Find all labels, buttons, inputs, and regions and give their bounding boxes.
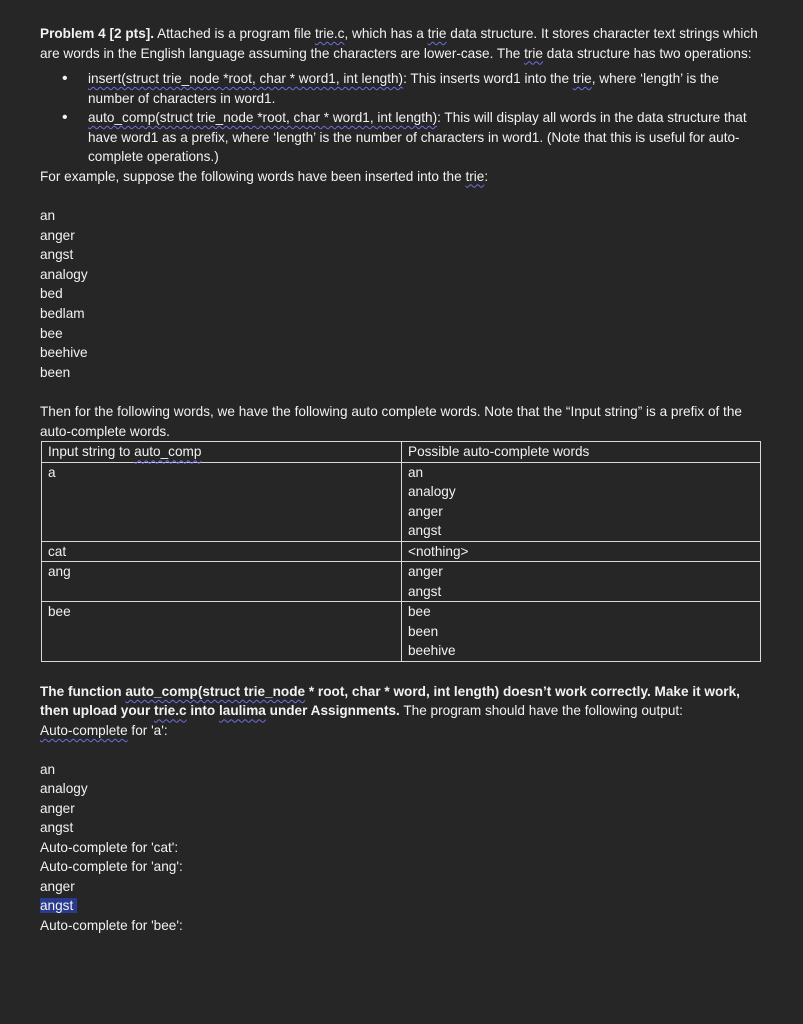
list-item-auto-comp: • auto_comp(struct trie_node *root, char * word1, int length): This will display all words in the data structure that have word1 as a prefix, where ‘length’ is the number of characters in word1. (Note that this is useful for auto-complete operations.) bbox=[40, 108, 762, 167]
list-item: Auto-complete for 'ang': bbox=[40, 859, 183, 875]
list-item: angst bbox=[40, 820, 74, 836]
table-cell-words: bee been beehive bbox=[402, 602, 761, 662]
task-instructions: The function auto_comp(struct trie_node * root, char * word, int length) doesn’t work correctly. Make it work, then upload your trie.c into laulima under Assignments. The program should have the following output: bbox=[40, 683, 740, 719]
table-row bbox=[42, 541, 761, 562]
document-page bbox=[40, 24, 762, 935]
table-header-words: Possible auto-complete words bbox=[402, 442, 761, 463]
list-item: been bbox=[40, 364, 71, 380]
auto-comp-signature: auto_comp(struct trie_node *root, char * word1, int length) bbox=[88, 110, 438, 125]
table-cell-input: bee bbox=[42, 602, 402, 662]
table-cell-input: ang bbox=[42, 562, 402, 602]
table-row bbox=[42, 562, 761, 602]
selected-text[interactable]: angst bbox=[40, 898, 77, 913]
list-item: bed bbox=[40, 286, 63, 302]
example-intro: For example, suppose the following words have been inserted into the trie: bbox=[40, 168, 489, 184]
list-item: bee bbox=[40, 325, 63, 341]
list-item: an bbox=[40, 761, 56, 777]
table-intro: Then for the following words, we have the following auto complete words. Note that the “Input string” is a prefix of the auto-complete words. bbox=[40, 404, 742, 439]
table-cell-words: anger angst bbox=[402, 562, 761, 602]
output-first-line: Auto-complete for 'a': bbox=[40, 722, 168, 738]
table-cell-words: an analogy anger angst bbox=[402, 462, 761, 541]
table-cell-input: a bbox=[42, 462, 402, 541]
table-cell-words: <nothing> bbox=[402, 541, 761, 562]
list-item: analogy bbox=[40, 781, 88, 797]
list-item bbox=[40, 896, 762, 916]
inserted-word-list bbox=[40, 206, 762, 382]
list-item: beehive bbox=[40, 345, 88, 361]
list-item: an bbox=[40, 208, 56, 223]
table-cell-input: cat bbox=[42, 541, 402, 562]
list-item: Auto-complete for 'bee': bbox=[40, 917, 183, 933]
list-item: Auto-complete for 'cat': bbox=[40, 839, 179, 855]
list-item: analogy bbox=[40, 266, 88, 282]
insert-signature: insert(struct trie_node *root, char * word1, int length) bbox=[88, 71, 404, 86]
list-item: anger bbox=[40, 800, 75, 816]
operations-list bbox=[40, 69, 762, 167]
table-header-input: Input string to auto_comp bbox=[42, 442, 402, 463]
table-row bbox=[42, 462, 761, 541]
list-item: angst bbox=[40, 247, 74, 263]
problem-intro: Problem 4 [2 pts]. Attached is a program file trie.c, which has a trie data structure. It stores character text strings which are words in the English language assuming the characters are lower-case. The trie data structure has two operations: bbox=[40, 26, 758, 61]
table-row bbox=[42, 602, 761, 662]
list-item-insert: • insert(struct trie_node *root, char * word1, int length): This inserts word1 into the trie, where ‘length’ is the number of characters in word1. bbox=[40, 69, 762, 108]
table-header-row bbox=[42, 442, 761, 463]
file-name: trie.c bbox=[315, 26, 345, 41]
auto-complete-table bbox=[41, 441, 761, 662]
list-item: anger bbox=[40, 227, 75, 243]
list-item: bedlam bbox=[40, 305, 85, 321]
expected-output bbox=[40, 760, 762, 936]
list-item: anger bbox=[40, 878, 75, 894]
problem-title: Problem 4 [2 pts]. bbox=[40, 26, 155, 41]
